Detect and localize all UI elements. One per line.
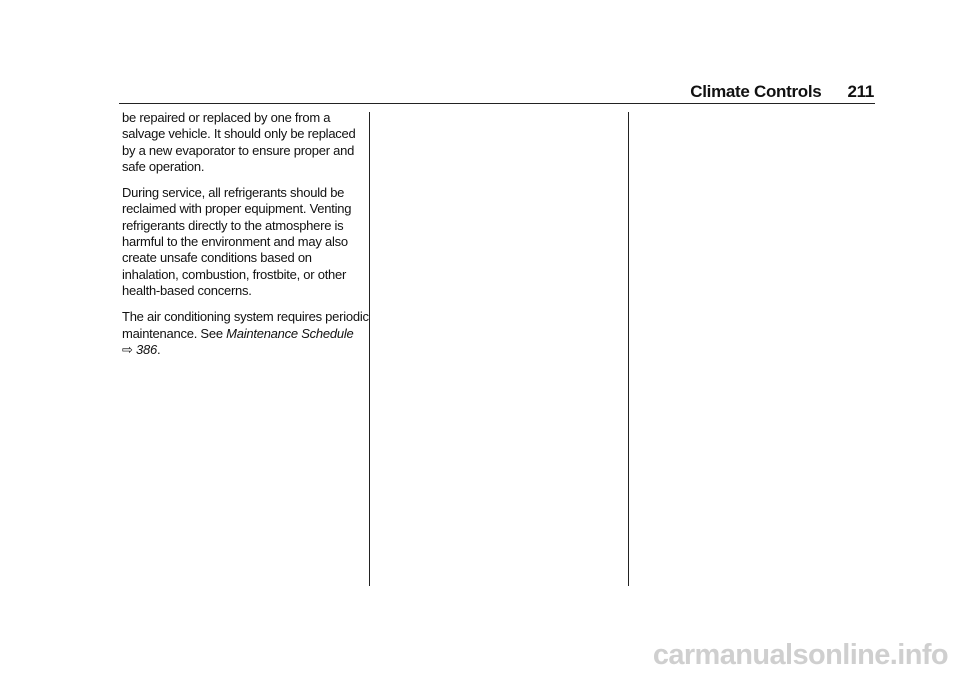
- column-divider-2: [628, 112, 629, 586]
- text-line: harmful to the environment and may also: [122, 234, 348, 250]
- text-line: reclaimed with proper equipment. Venting: [122, 201, 352, 217]
- text-line: [122, 326, 367, 342]
- paragraph-maintenance: [122, 309, 367, 358]
- text-line: inhalation, combustion, frostbite, or other: [122, 266, 347, 282]
- page-number: 211: [847, 82, 874, 101]
- text-line: safe operation.: [122, 158, 205, 174]
- text-line: salvage vehicle. It should only be replaced: [122, 126, 356, 142]
- text-column-1: [122, 110, 367, 368]
- page-ref-arrow-icon: ⇨: [122, 341, 133, 357]
- text-line: The air conditioning system requires periodic: [122, 309, 369, 325]
- text-fragment: maintenance. See: [122, 325, 223, 341]
- text-line: refrigerants directly to the atmosphere is: [122, 217, 344, 233]
- watermark-text: carmanualsonline.info: [652, 639, 948, 671]
- paragraph-refrigerants: [122, 185, 367, 299]
- text-line: be repaired or replaced by one from a: [122, 110, 331, 125]
- column-divider-1: [369, 112, 370, 586]
- text-line: [122, 342, 367, 358]
- page-reference-link[interactable]: 386: [136, 341, 157, 357]
- text-line: health-based concerns.: [122, 282, 252, 298]
- text-line: During service, all refrigerants should be: [122, 185, 345, 201]
- header-divider: [119, 103, 875, 104]
- text-fragment: .: [156, 341, 161, 357]
- text-line: by a new evaporator to ensure proper and: [122, 142, 355, 158]
- paragraph-evaporator: [122, 110, 367, 175]
- page-header: [690, 82, 874, 102]
- section-title: Climate Controls: [690, 82, 822, 101]
- text-line: create unsafe conditions based on: [122, 250, 312, 266]
- maintenance-schedule-link[interactable]: Maintenance Schedule: [226, 325, 354, 341]
